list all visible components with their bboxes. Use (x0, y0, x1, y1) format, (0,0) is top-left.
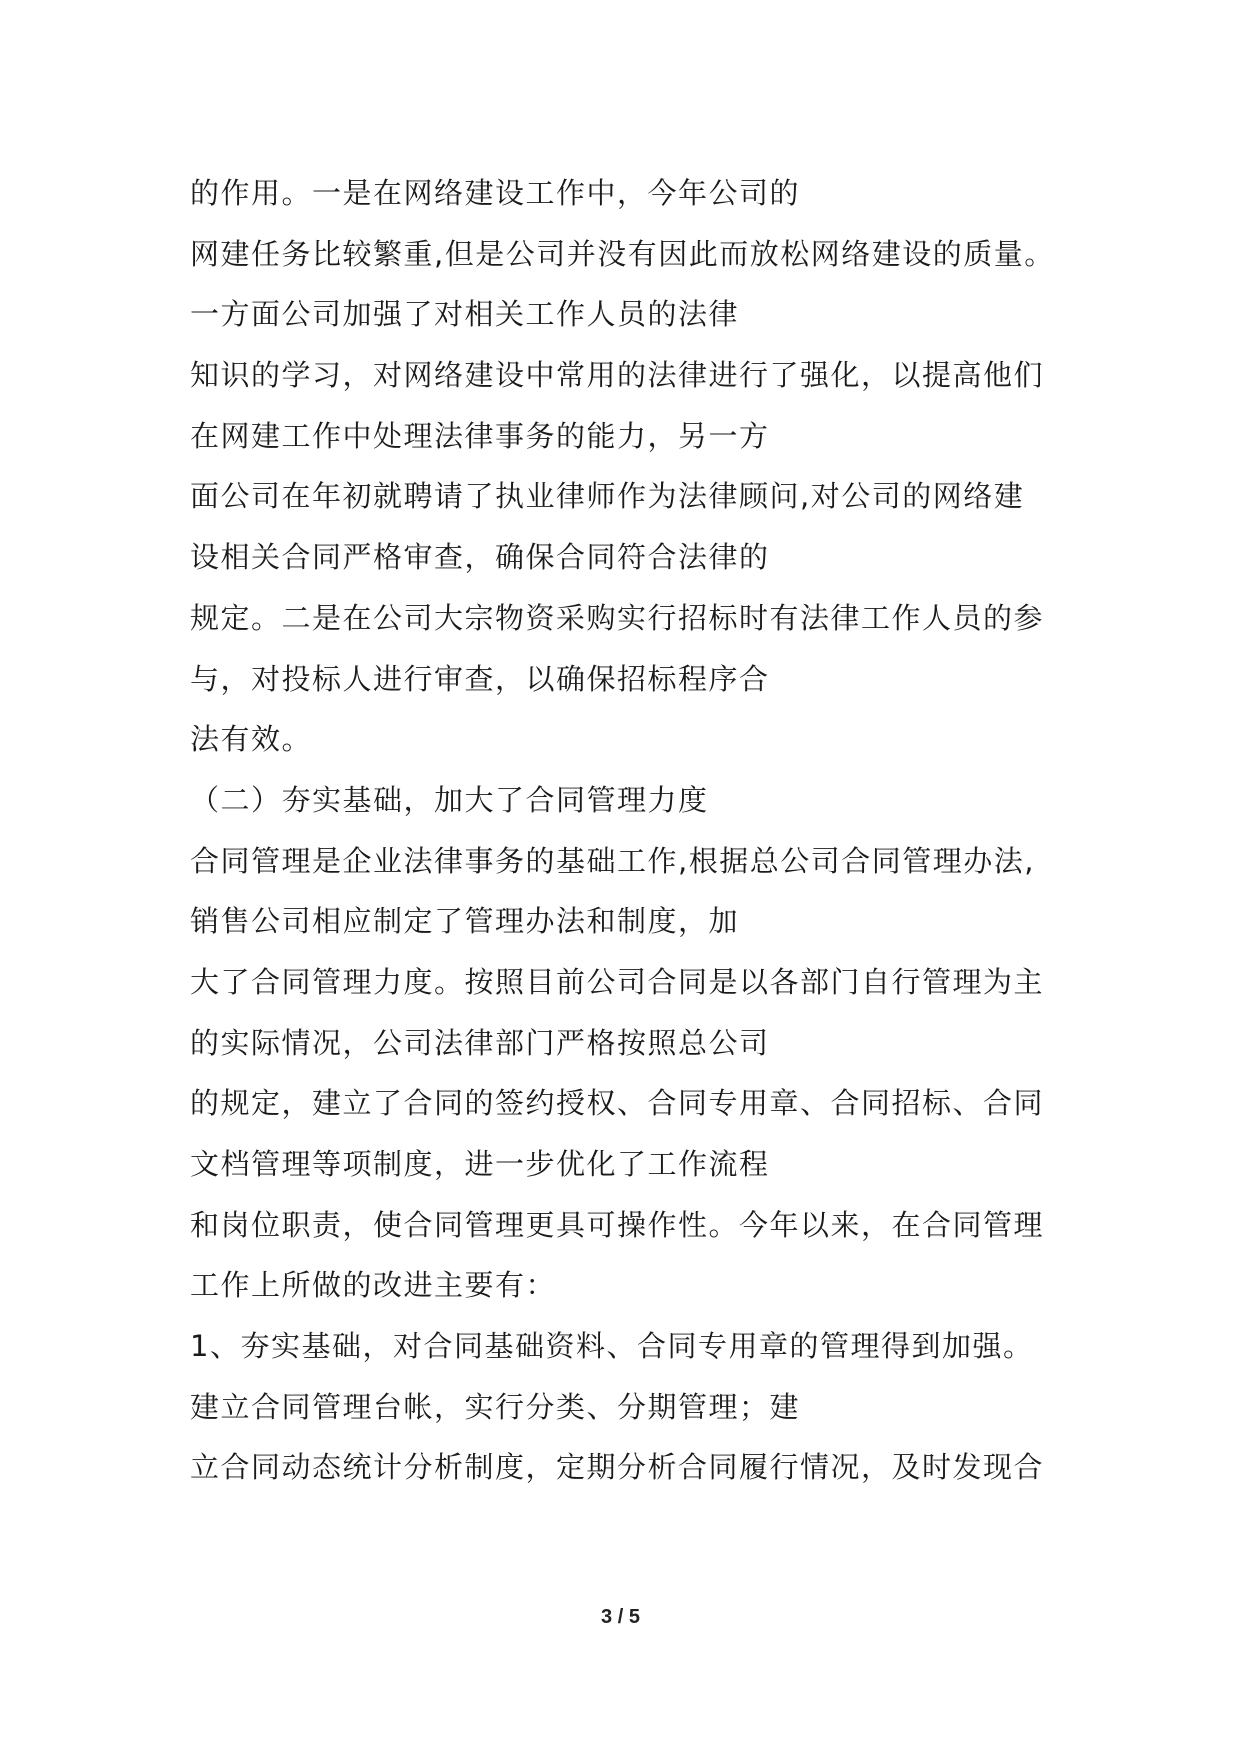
page-number: 3 / 5 (601, 1606, 640, 1628)
text-line: 法有效。 (190, 722, 313, 757)
text-line: 知识的学习，对网络建设中常用的法律进行了强化，以提高他们 (190, 358, 1045, 393)
text-line: 文档管理等项制度，进一步优化了工作流程 (190, 1147, 770, 1181)
text-line: 合同管理是企业法律事务的基础工作,根据总公司合同管理办法, (190, 843, 1035, 878)
text-line: 设相关合同严格审查，确保合同符合法律的 (190, 540, 770, 575)
text-line: 立合同动态统计分析制度，定期分析合同履行情况，及时发现合 (190, 1450, 1045, 1485)
text-line: 在网建工作中处理法律事务的能力，另一方 (190, 418, 770, 453)
section-heading: （二）夯实基础，加大了合同管理力度 (190, 782, 709, 817)
text-line: 一方面公司加强了对相关工作人员的法律 (190, 297, 740, 332)
text-line: 和岗位职责，使合同管理更具可操作性。今年以来，在合同管理 (190, 1207, 1045, 1242)
text-line: 网建任务比较繁重,但是公司并没有因此而放松网络建设的质量。 (190, 236, 1055, 271)
body-text (190, 163, 1130, 1498)
text-line: 建立合同管理台帐，实行分类、分期管理；建 (190, 1389, 801, 1424)
text-line: 大了合同管理力度。按照目前公司合同是以各部门自行管理为主 (190, 964, 1045, 999)
text-line: 的规定，建立了合同的签约授权、合同专用章、合同招标、合同 (190, 1086, 1045, 1121)
text-line: 的作用。一是在网络建设工作中，今年公司的 (190, 176, 801, 210)
text-line: 规定。二是在公司大宗物资采购实行招标时有法律工作人员的参 (190, 600, 1045, 635)
text-line: 与，对投标人进行审查，以确保招标程序合 (190, 661, 770, 696)
text-line: 销售公司相应制定了管理办法和制度，加 (190, 904, 740, 939)
text-line: 的实际情况，公司法律部门严格按照总公司 (190, 1025, 770, 1060)
text-line: 工作上所做的改进主要有： (190, 1268, 557, 1303)
text-line: 面公司在年初就聘请了执业律师作为法律顾问,对公司的网络建 (190, 479, 1025, 514)
text-line: 1、夯实基础，对合同基础资料、合同专用章的管理得到加强。 (190, 1329, 1034, 1364)
